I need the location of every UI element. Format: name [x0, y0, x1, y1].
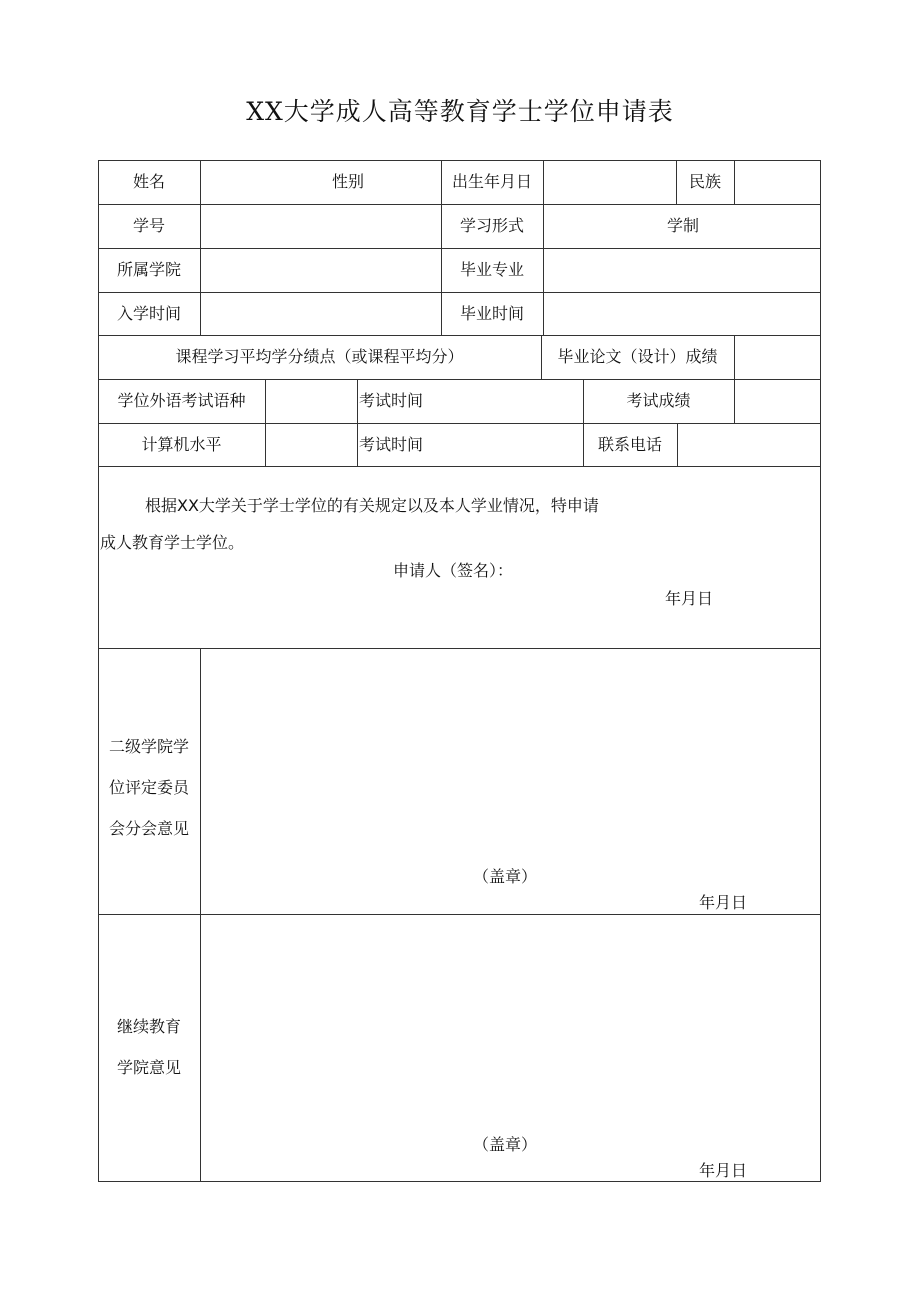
birth-date-label: 出生年月日 — [451, 172, 532, 191]
college-label: 所属学院 — [116, 260, 181, 279]
ethnicity-field[interactable] — [735, 161, 820, 204]
graduation-time-label: 毕业时间 — [459, 303, 524, 323]
ethnicity-label: 民族 — [688, 172, 721, 191]
language-exam-time-field[interactable] — [424, 380, 583, 423]
statement-line-1: 根据XX大学关于学士学位的有关规定以及本人学业情况，特申请 — [145, 496, 599, 515]
enrollment-time-label: 入学时间 — [116, 303, 181, 323]
major-label: 毕业专业 — [459, 260, 524, 279]
graduation-time-field[interactable] — [544, 293, 820, 335]
foreign-language-label: 学位外语考试语种 — [117, 391, 246, 410]
college-seal-label: （盖章） — [473, 867, 538, 886]
statement-line-2: 成人教育学士学位。 — [100, 533, 245, 552]
major-field[interactable] — [544, 249, 820, 292]
grid-line — [98, 466, 821, 467]
college-field[interactable] — [201, 249, 441, 292]
enrollment-time-field[interactable] — [201, 293, 441, 335]
college-opinion-label-line: 会分会意见 — [108, 819, 189, 838]
thesis-score-label: 毕业论文（设计）成绩 — [557, 347, 718, 366]
college-date-label: 年月日 — [699, 893, 748, 912]
birth-date-field[interactable] — [544, 161, 676, 204]
continuing-education-label-line: 继续教育 — [116, 1017, 181, 1036]
exam-score-field[interactable] — [735, 380, 820, 423]
applicant-signature-field[interactable] — [528, 558, 728, 584]
application-form — [98, 160, 821, 1182]
phone-label: 联系电话 — [597, 434, 662, 454]
student-id-label: 学号 — [132, 216, 165, 235]
study-form-label: 学习形式 — [459, 216, 524, 235]
continuing-education-date-label: 年月日 — [699, 1161, 748, 1180]
continuing-education-opinion-label — [99, 1006, 199, 1088]
college-opinion-label-line: 二级学院学 — [108, 737, 189, 756]
computer-exam-time-field[interactable] — [424, 424, 583, 466]
student-id-field[interactable] — [201, 205, 441, 248]
name-label: 姓名 — [132, 172, 165, 191]
applicant-signature-label: 申请人（签名）： — [393, 561, 514, 580]
gpa-label: 课程学习平均学分绩点（或课程平均分） — [175, 347, 464, 366]
college-opinion-label-line: 位评定委员 — [108, 778, 189, 797]
continuing-education-seal-label: （盖章） — [473, 1135, 538, 1154]
language-exam-time-label: 考试时间 — [358, 391, 423, 410]
gender-label: 性别 — [331, 172, 364, 191]
statement-date-label: 年月日 — [665, 589, 714, 608]
grid-line — [98, 1181, 821, 1182]
thesis-score-field[interactable] — [735, 336, 820, 379]
duration-label: 学制 — [666, 216, 699, 235]
college-opinion-field[interactable] — [201, 649, 820, 849]
computer-exam-time-label: 考试时间 — [358, 434, 423, 454]
exam-score-label: 考试成绩 — [626, 391, 691, 410]
grid-line — [820, 160, 821, 1182]
continuing-education-opinion-field[interactable] — [201, 915, 820, 1115]
page-title: XX大学成人高等教育学士学位申请表 — [246, 97, 674, 126]
computer-level-field[interactable] — [266, 424, 357, 466]
phone-field[interactable] — [678, 424, 820, 466]
foreign-language-field[interactable] — [266, 380, 357, 423]
computer-level-label: 计算机水平 — [141, 434, 222, 454]
continuing-education-label-line: 学院意见 — [116, 1058, 181, 1077]
college-opinion-label — [99, 726, 199, 849]
